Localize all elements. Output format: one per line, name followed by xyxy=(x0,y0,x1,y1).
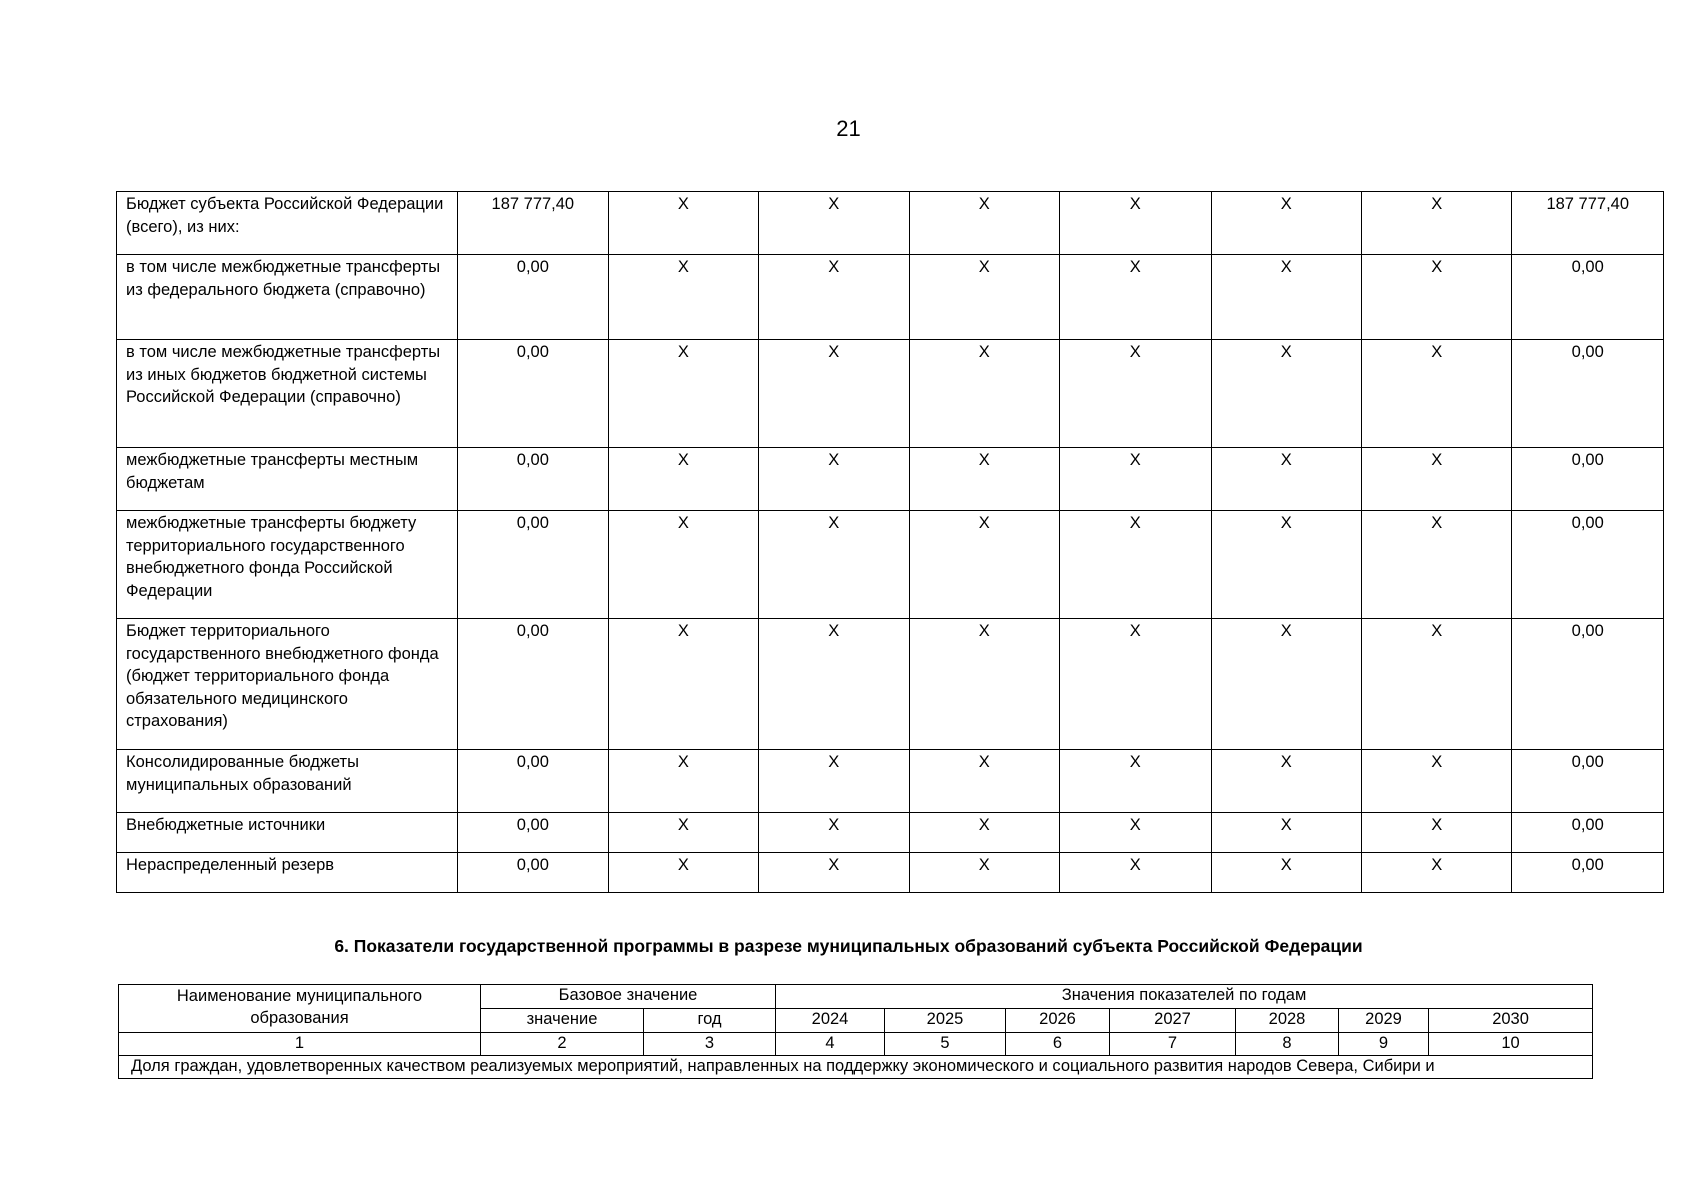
header-year-2026: 2026 xyxy=(1006,1009,1110,1033)
row-label: в том числе межбюджетные трансферты из федерального бюджета (справочно) xyxy=(117,255,458,340)
row-mark: X xyxy=(909,511,1059,619)
row-total: 0,00 xyxy=(1512,340,1664,448)
row-mark: X xyxy=(909,619,1059,750)
row-total: 0,00 xyxy=(1512,853,1664,893)
row-mark: X xyxy=(909,192,1059,255)
row-mark: X xyxy=(608,192,758,255)
row-first-value: 0,00 xyxy=(458,340,608,448)
row-mark: X xyxy=(1211,255,1361,340)
row-first-value: 0,00 xyxy=(458,619,608,750)
row-first-value: 0,00 xyxy=(458,255,608,340)
budget-row xyxy=(117,619,1664,750)
column-number: 2 xyxy=(481,1033,644,1056)
municipal-indicators-table xyxy=(118,984,1593,1079)
row-mark: X xyxy=(1362,813,1512,853)
row-mark: X xyxy=(608,750,758,813)
row-mark: X xyxy=(1060,853,1211,893)
row-mark: X xyxy=(608,813,758,853)
row-total: 0,00 xyxy=(1512,619,1664,750)
row-total: 0,00 xyxy=(1512,448,1664,511)
budget-row xyxy=(117,813,1664,853)
row-mark: X xyxy=(608,619,758,750)
row-first-value: 187 777,40 xyxy=(458,192,608,255)
row-mark: X xyxy=(1362,853,1512,893)
row-mark: X xyxy=(1362,619,1512,750)
budget-row xyxy=(117,340,1664,448)
row-mark: X xyxy=(909,853,1059,893)
header-values-by-year: Значения показателей по годам xyxy=(776,985,1593,1009)
row-mark: X xyxy=(1211,448,1361,511)
row-mark: X xyxy=(1362,192,1512,255)
section-title: 6. Показатели государственной программы в разрезе муниципальных образований субъекта Российской Федерации xyxy=(334,936,1363,956)
row-mark: X xyxy=(1211,813,1361,853)
row-mark: X xyxy=(608,340,758,448)
budget-row xyxy=(117,511,1664,619)
row-first-value: 0,00 xyxy=(458,813,608,853)
row-mark: X xyxy=(1060,255,1211,340)
row-first-value: 0,00 xyxy=(458,511,608,619)
header-year-2027: 2027 xyxy=(1110,1009,1236,1033)
header-municipality: Наименование муниципального образования xyxy=(119,985,481,1033)
row-mark: X xyxy=(1211,750,1361,813)
row-mark: X xyxy=(1060,511,1211,619)
row-mark: X xyxy=(909,255,1059,340)
header-base-value: Базовое значение xyxy=(481,985,776,1009)
row-mark: X xyxy=(1362,340,1512,448)
header-row-1 xyxy=(119,985,1593,1009)
column-number: 10 xyxy=(1429,1033,1593,1056)
row-mark: X xyxy=(1060,813,1211,853)
row-total: 0,00 xyxy=(1512,255,1664,340)
header-year-2029: 2029 xyxy=(1339,1009,1429,1033)
row-mark: X xyxy=(759,255,909,340)
row-mark: X xyxy=(1211,619,1361,750)
row-label: Консолидированные бюджеты муниципальных образований xyxy=(117,750,458,813)
page-number: 21 xyxy=(836,116,861,141)
row-mark: X xyxy=(759,750,909,813)
column-number: 7 xyxy=(1110,1033,1236,1056)
row-mark: X xyxy=(759,813,909,853)
row-mark: X xyxy=(1060,619,1211,750)
row-mark: X xyxy=(759,853,909,893)
budget-table-body xyxy=(117,192,1664,893)
column-number: 6 xyxy=(1006,1033,1110,1056)
row-total: 0,00 xyxy=(1512,750,1664,813)
indicator-row xyxy=(119,1056,1593,1079)
row-mark: X xyxy=(909,813,1059,853)
header-year-2025: 2025 xyxy=(885,1009,1006,1033)
row-mark: X xyxy=(1362,255,1512,340)
row-mark: X xyxy=(608,448,758,511)
row-total: 0,00 xyxy=(1512,813,1664,853)
row-mark: X xyxy=(1211,340,1361,448)
row-mark: X xyxy=(608,853,758,893)
row-mark: X xyxy=(1060,448,1211,511)
row-label: Бюджет территориального государственного внебюджетного фонда (бюджет территориального фонда обязательного медицинского страхования) xyxy=(117,619,458,750)
header-year-2024: 2024 xyxy=(776,1009,885,1033)
row-label: межбюджетные трансферты местным бюджетам xyxy=(117,448,458,511)
row-mark: X xyxy=(1060,192,1211,255)
row-mark: X xyxy=(608,255,758,340)
indicator-description: Доля граждан, удовлетворенных качеством реализуемых мероприятий, направленных на поддержку экономического и социального развития народов Севера, Сибири и xyxy=(119,1056,1593,1079)
header-year: год xyxy=(644,1009,776,1033)
row-mark: X xyxy=(759,619,909,750)
column-number: 4 xyxy=(776,1033,885,1056)
row-total: 0,00 xyxy=(1512,511,1664,619)
row-mark: X xyxy=(1211,853,1361,893)
budget-row xyxy=(117,853,1664,893)
row-label: в том числе межбюджетные трансферты из иных бюджетов бюджетной системы Российской Федерации (справочно) xyxy=(117,340,458,448)
header-year-2028: 2028 xyxy=(1236,1009,1339,1033)
row-mark: X xyxy=(1060,340,1211,448)
budget-row xyxy=(117,192,1664,255)
row-mark: X xyxy=(759,511,909,619)
column-number: 1 xyxy=(119,1033,481,1056)
row-mark: X xyxy=(1362,511,1512,619)
column-number: 5 xyxy=(885,1033,1006,1056)
row-mark: X xyxy=(1211,511,1361,619)
column-numbers-row xyxy=(119,1033,1593,1056)
row-label: Нераспределенный резерв xyxy=(117,853,458,893)
header-value: значение xyxy=(481,1009,644,1033)
row-mark: X xyxy=(759,448,909,511)
row-mark: X xyxy=(1362,750,1512,813)
row-mark: X xyxy=(909,448,1059,511)
header-year-2030: 2030 xyxy=(1429,1009,1593,1033)
column-number: 8 xyxy=(1236,1033,1339,1056)
row-label: межбюджетные трансферты бюджету территориального государственного внебюджетного фонда Российской Федерации xyxy=(117,511,458,619)
row-mark: X xyxy=(608,511,758,619)
row-first-value: 0,00 xyxy=(458,853,608,893)
row-mark: X xyxy=(759,340,909,448)
row-label: Бюджет субъекта Российской Федерации (всего), из них: xyxy=(117,192,458,255)
row-mark: X xyxy=(909,750,1059,813)
row-mark: X xyxy=(1060,750,1211,813)
row-label: Внебюджетные источники xyxy=(117,813,458,853)
row-first-value: 0,00 xyxy=(458,750,608,813)
row-total: 187 777,40 xyxy=(1512,192,1664,255)
budget-row xyxy=(117,255,1664,340)
budget-sources-table xyxy=(116,191,1664,893)
row-mark: X xyxy=(759,192,909,255)
row-mark: X xyxy=(909,340,1059,448)
row-first-value: 0,00 xyxy=(458,448,608,511)
row-mark: X xyxy=(1362,448,1512,511)
row-mark: X xyxy=(1211,192,1361,255)
column-number: 9 xyxy=(1339,1033,1429,1056)
budget-row xyxy=(117,448,1664,511)
budget-row xyxy=(117,750,1664,813)
column-number: 3 xyxy=(644,1033,776,1056)
